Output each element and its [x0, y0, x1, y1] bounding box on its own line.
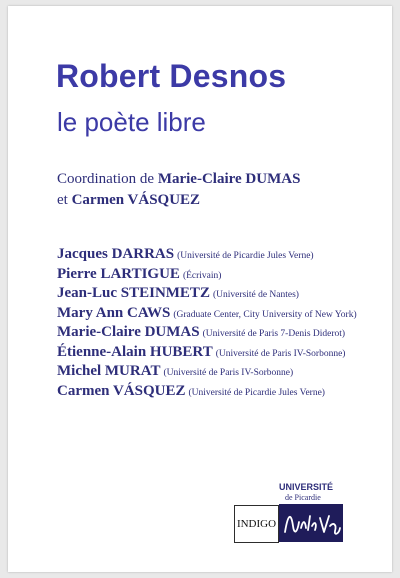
author-affiliation: (Université de Picardie Jules Verne): [177, 251, 314, 261]
coordinator-name-2: Carmen VÁSQUEZ: [71, 192, 201, 208]
author-item: [57, 361, 357, 381]
university-logo: [279, 482, 379, 558]
book-cover: [8, 6, 392, 572]
author-affiliation: (Université de Paris IV-Sorbonne): [215, 348, 346, 359]
coordinator-name-1: Marie-Claire DUMAS: [157, 171, 301, 187]
author-affiliation: (Écrivain): [182, 270, 222, 281]
author-name: Marie-Claire DUMAS: [57, 324, 200, 340]
author-name: Pierre LARTIGUE: [57, 265, 180, 282]
author-name: Michel MURAT: [57, 363, 161, 379]
book-subtitle: le poète libre: [57, 107, 206, 137]
indigo-label: INDIGO: [236, 518, 277, 530]
author-list: [57, 244, 357, 400]
author-name: Carmen VÁSQUEZ: [57, 382, 186, 399]
author-name: Mary Ann CAWS: [57, 304, 171, 321]
book-title: Robert Desnos: [56, 58, 287, 94]
author-affiliation: (Université de Paris IV-Sorbonne): [163, 368, 294, 378]
author-item: [57, 322, 357, 342]
jules-verne-signature-block: [279, 504, 343, 542]
author-name: Jean-Luc STEINMETZ: [57, 285, 210, 301]
coordination-join: et: [57, 192, 72, 208]
jules-verne-signature-icon: [279, 504, 343, 542]
author-affiliation: (Université de Picardie Jules Verne): [188, 387, 325, 398]
coordination-line-2: [57, 190, 300, 211]
author-name: Étienne-Alain HUBERT: [57, 343, 213, 360]
author-affiliation: (Université de Nantes): [212, 290, 299, 300]
author-item: [57, 381, 357, 401]
indigo-publisher-logo: [234, 505, 279, 543]
author-item: [57, 303, 357, 323]
author-name: Jacques DARRAS: [57, 246, 175, 262]
author-affiliation: (Université de Paris 7-Denis Diderot): [202, 329, 346, 339]
university-sub-label: de Picardie: [285, 493, 321, 502]
author-item: [57, 264, 357, 284]
author-affiliation: (Graduate Center, City University of New York): [173, 309, 357, 320]
author-item: [57, 342, 357, 362]
coordination-line-1: [57, 169, 300, 190]
author-item: [57, 283, 357, 303]
coordination-block: [57, 169, 300, 211]
university-label: UNIVERSITÉ: [279, 482, 334, 492]
coordination-prefix: Coordination de: [57, 171, 158, 187]
author-item: [57, 244, 357, 264]
